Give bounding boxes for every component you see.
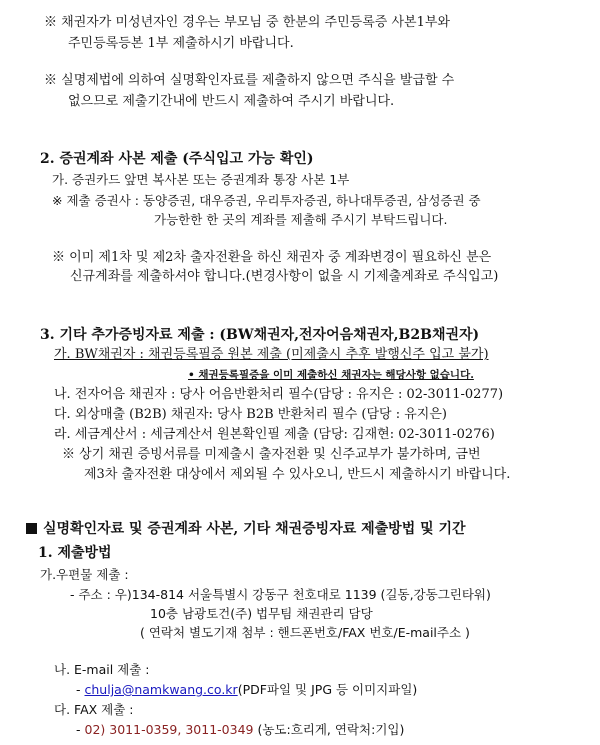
address-line-2: 10층 남광토건(주) 법무팀 채권관리 담당 <box>150 606 373 621</box>
account-change-note-line-2: 신규계좌를 제출하셔야 합니다.(변경사항이 없을 시 기제출계좌로 주식입고) <box>70 269 499 284</box>
minor-note-line-2: 주민등록등본 1부 제출하시기 바랍니다. <box>68 36 294 51</box>
section-3-item-na: 나. 전자어음 채권자 : 당사 어음반환처리 필수(담당 : 유지은 : 02-3011-0277) <box>54 387 504 402</box>
realname-note-line-2: 없으므로 제출기간내에 반드시 제출하여 주시기 바랍니다. <box>68 94 395 109</box>
section-2-item-ga: 가. 증권카드 앞면 복사본 또는 증권계좌 통장 사본 1부 <box>52 172 350 187</box>
realname-note-line-1: ※ 실명제법에 의하여 실명확인자료를 제출하지 않으면 주식을 발급할 수 <box>44 73 455 88</box>
brokerage-firms-line-2: 가능한한 한 곳의 계좌를 제출해 주시기 부탁드립니다. <box>154 212 448 227</box>
mail-submission-label: 가.우편물 제출 : <box>40 567 129 582</box>
fax-submission-label: 다. FAX 제출 : <box>54 702 134 717</box>
section-3-item-da: 다. 외상매출 (B2B) 채권자: 당사 B2B 반환처리 필수 (담당 : 유지은) <box>54 407 447 422</box>
email-line <box>76 681 417 699</box>
evidence-note-line-2: 제3차 출자전환 대상에서 제외될 수 있사오니, 반드시 제출하시기 바랍니다. <box>84 467 511 482</box>
email-address-link[interactable]: chulja@namkwang.co.kr <box>84 682 238 697</box>
brokerage-firms-line-1: ※ 제출 증권사 : 동양증권, 대우증권, 우리투자증권, 하나대투증권, 삼성증권 중 <box>52 193 481 208</box>
address-line-1: - 주소 : 우)134-814 서울특별시 강동구 천호대로 1139 (길동,강동그린타워) <box>70 587 491 602</box>
section-3-item-ga: 가. BW채권자 : 채권등록필증 원본 제출 (미제출시 추후 발행신주 입고 불가) <box>54 347 489 362</box>
fax-dash: - <box>76 722 81 737</box>
section-3-title: 3. 기타 추가증빙자료 제출 : (BW채권자,전자어음채권자,B2B채권자) <box>40 327 480 343</box>
address-line-3: ( 연락처 별도기재 첨부 : 핸드폰번호/FAX 번호/E-mail주소 ) <box>140 625 470 640</box>
square-bullet-icon <box>26 523 37 534</box>
fax-numbers: 02) 3011-0359, 3011-0349 <box>84 722 254 737</box>
email-submission-label: 나. E-mail 제출 : <box>54 662 150 677</box>
section-2-title: 2. 증권계좌 사본 제출 (주식입고 가능 확인) <box>40 151 314 167</box>
submission-title <box>26 520 466 538</box>
submission-title-text: 실명확인자료 및 증권계좌 사본, 기타 채권증빙자료 제출방법 및 기간 <box>43 521 466 537</box>
account-change-note-line-1: ※ 이미 제1차 및 제2차 출자전환을 하신 채권자 중 계좌변경이 필요하신 분은 <box>52 250 492 265</box>
minor-note-line-1: ※ 채권자가 미성년자인 경우는 부모님 중 한분의 주민등록증 사본1부와 <box>44 15 450 30</box>
email-suffix: (PDF파일 및 JPG 등 이미지파일) <box>237 682 418 697</box>
section-3-item-ra: 라. 세금계산서 : 세금계산서 원본확인필 제출 (담당: 김재현: 02-3011-0276) <box>54 427 495 442</box>
evidence-note-line-1: ※ 상기 채권 증빙서류를 미제출시 출자전환 및 신주교부가 불가하며, 금번 <box>62 447 481 462</box>
fax-suffix: (농도:흐리게, 연락처:기입) <box>257 722 405 737</box>
method-title: 1. 제출방법 <box>38 545 112 561</box>
section-3-item-ga-note: • 채권등록필증을 이미 제출하신 채권자는 해당사항 없습니다. <box>188 369 474 381</box>
fax-line <box>76 721 404 739</box>
email-dash: - <box>76 682 81 697</box>
